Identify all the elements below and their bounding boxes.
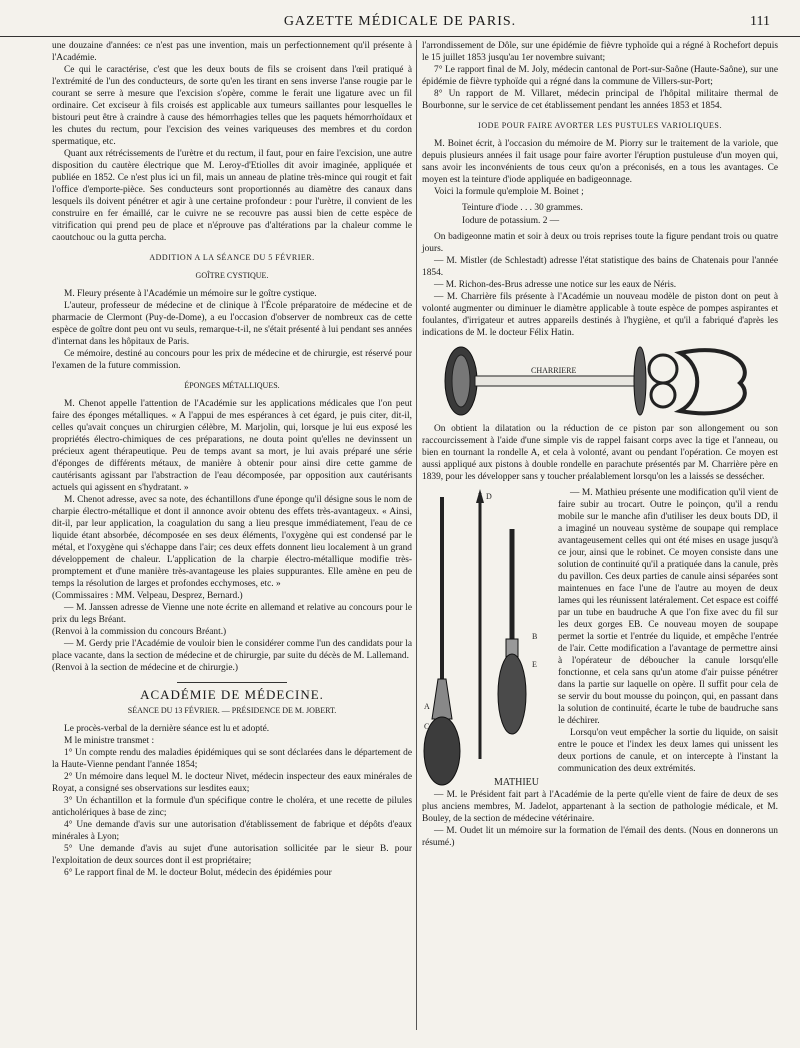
paragraph: — M. Oudet lit un mémoire sur la formation de l'émail des dents. (Nous en donnerons un résumé.) — [422, 826, 778, 848]
subsection-heading: GOÎTRE CYSTIQUE. — [195, 271, 269, 280]
letter-label: A — [424, 702, 430, 711]
page-header — [0, 8, 800, 37]
list-item: 2° Un mémoire dans lequel M. le docteur Nivet, médecin inspecteur des eaux minérales de Royat, a consigné ses observations sur lesdites eaux; — [52, 772, 412, 794]
paragraph: — M. Richon-des-Brus adresse une notice sur les eaux de Néris. — [434, 280, 677, 290]
paragraph: — M. Mistler (de Schlestadt) adresse l'état statistique des bains de Chatenais pour l'année 1854. — [422, 256, 778, 278]
trocart-illustration — [422, 489, 550, 789]
paragraph: — M. Gerdy prie l'Académie de vouloir bien le considérer comme l'un des candidats pour la place vacante, dans la section de médecine et de chirurgie, par suite du décès de M. Lallemand. — [52, 639, 412, 661]
section-heading: IODE POUR FAIRE AVORTER LES PUSTULES VARIOLIQUES. — [478, 121, 722, 130]
formula — [462, 202, 778, 227]
paragraph: — M. Janssen adresse de Vienne une note écrite en allemand et relative au concours pour le prix du legs Bréant. — [52, 603, 412, 625]
figure-label: MATHIEU — [494, 777, 539, 788]
paragraph: M. Fleury présente à l'Académie un mémoire sur le goître cystique. — [64, 289, 317, 299]
letter-label: B — [532, 632, 538, 641]
paragraph: (Renvoi à la section de médecine et de chirurgie.) — [52, 663, 238, 673]
paragraph: Lorsqu'on veut empêcher la sortie du liquide, on saisit entre le pouce et l'index les deux lames qui unissent les deux portions de canule, et on intercepte à l'instant la communication des deux extrémités. — [558, 728, 778, 774]
right-column — [422, 40, 778, 849]
letter-label: C — [424, 722, 430, 731]
formula-line: Iodure de potassium. 2 — — [462, 216, 560, 226]
list-item: 1° Un compte rendu des maladies épidémiques qui se sont déclarées dans le département de la Haute-Vienne pendant l'année 1854; — [52, 748, 412, 770]
page-number: 111 — [750, 14, 770, 29]
formula-line: Teinture d'iode . . . 30 grammes. — [462, 203, 583, 213]
journal-title: GAZETTE MÉDICALE DE PARIS. — [283, 14, 517, 29]
paragraph: Voici la formule qu'emploie M. Boinet ; — [434, 187, 584, 197]
paragraph: On badigeonne matin et soir à deux ou trois reprises toute la figure pendant trois ou quatre jours. — [422, 232, 778, 254]
letter-label: D — [486, 492, 492, 501]
list-item: 4° Une demande d'avis sur une autorisation d'établissement de fabrique et dépôts d'eaux minérales à Lyon; — [52, 820, 412, 842]
piston-illustration — [435, 339, 765, 423]
paragraph: — M. le Président fait part à l'Académie de la perte qu'elle vient de faire de deux de ses plus anciens membres, M. Jadelot, appartenant à la section de pathologie médicale, et M. Bouley, de la section de médecine vétérinaire. — [422, 790, 778, 824]
figure-label: CHARRIERE — [531, 366, 577, 375]
paragraph: M. Chenot adresse, avec sa note, des échantillons d'une éponge qu'il désigne sous le nom de charpie électro-métallique et dont il annonce avoir obtenu des effets très-avantageux. « Ainsi, dit-il, par leur application, la coagulation du sang a lieu presque immédiatement, l'eau de ce liquide étant absorbée, décomposée en ses deux éléments, l'oxygène qui est condensé par le métal, et l'oxygène qui s'échappe dans l'air; ces deux effets donnent lieu localement à un grand développement de chaleur. L'application de la charpie électro-métallique modifie très-promptement et d'une manière très-avantageuse les plaies suppurantes. Elle amène en peu de temps la résolution de larges et profondes ecchymoses, etc. » — [52, 495, 412, 589]
paragraph: L'auteur, professeur de médecine et de clinique à l'École préparatoire de médecine et de pharmacie de Clermont (Puy-de-Dome), a eu l'occasion d'observer de nombreux cas de cette espèce de goître dont peu ont vu seuls, remarque-t-il, ne s'était présenté à lui pendant ses années d'internat dans les hôpitaux de Paris. — [52, 301, 412, 347]
section-rule — [177, 682, 287, 683]
subsection-heading: ÉPONGES MÉTALLIQUES. — [184, 381, 280, 390]
paragraph: On obtient la dilatation ou la réduction de ce piston par son allongement ou son raccourcissement à l'aide d'une simple vis de rappel faisant corps avec la tige et l'anneau, ou bien en tournant la rondelle A, et cela à volonté, avant ou pendant l'opération. Ce moyen est aussi appliqué aux pistons à double rondelle en parachute présentés par M. Charrière père en 1839, pour les développer sans y toucher préalablement lorsqu'on les a laissés se dessécher. — [422, 424, 778, 482]
letter-label: E — [532, 660, 537, 669]
left-column — [52, 40, 412, 879]
paragraph: Ce mémoire, destiné au concours pour les prix de médecine et de chirurgie, est réservé pour l'examen de la future commission. — [52, 349, 412, 371]
paragraph: une douzaine d'années: ce n'est pas une invention, mais un perfectionnement qu'il présente à l'Académie. — [52, 41, 412, 63]
section-heading: ADDITION A LA SÉANCE DU 5 FÉVRIER. — [149, 253, 315, 262]
list-item: 5° Une demande d'avis au sujet d'une autorisation sollicitée par le sieur B. pour l'exploitation de deux sources dont il est propriétaire; — [52, 844, 412, 866]
session-heading: SÉANCE DU 13 FÉVRIER. — PRÉSIDENCE DE M. JOBERT. — [127, 706, 337, 715]
paragraph: Le procès-verbal de la dernière séance est lu et adopté. — [64, 724, 270, 734]
paragraph: M. Chenot appelle l'attention de l'Académie sur les applications médicales que l'on peut faire des éponges métalliques. « A l'appui de mes espérances à cet égard, je puis citer, dit-il, celles qu'avait conçues un chirurgien célèbre, M. Marjolin, qui, lorsque je lui eus exposé les propriétés électro-chimiques de ces préparations, ne douta point qu'elles ne devinssent un précieux agent thérapeutique. Peu de temps avant sa mort, je lui avais préparé une série d'éponges de différents métaux, de manière à obtenir pour ainsi dire cette gamme de cautérisants agissant par l'abstraction de l'eau décomposée, par opposition aux cautérisants actuels qui agissent en s'hydratant. » — [52, 399, 412, 493]
paragraph: M le ministre transmet : — [64, 736, 155, 746]
paragraph: Ce qui le caractérise, c'est que les deux bouts de fils se croisent dans l'œil pratiqué à l'extrémité de l'un des conducteurs, de sorte qu'en les tirant en sens inverse l'anse rougie par le courant se serre à mesure que l'excision s'opère, comme le ferait une ligature avec un fil ordinaire. Cet exciseur à fils croisés est applicable aux tumeurs saillantes pour lesquelles le bistouri peut être à craindre à cause des hémorrhagies telles que les paquets hémorrhoïdaux et les chutes du rectum, pour l'excision des veines variqueuses des membres et du cordon spermatique, etc. — [52, 65, 412, 147]
paragraph: — M. Charrière fils présente à l'Académie un nouveau modèle de piston dont on peut à volonté augmenter ou diminuer le diamètre applicable à toute espèce de pompes aspirantes et foulantes, d'irrigateur et autres appareils destinés à l'hygiène, et qu'il a fabriqué d'après les indications de M. le docteur Félix Hatin. — [422, 292, 778, 338]
list-item: 3° Un échantillon et la formule d'un spécifique contre le choléra, et une recette de pilules anticholériques à base de zinc; — [52, 796, 412, 818]
list-item: 8° Un rapport de M. Villaret, médecin principal de l'hôpital militaire thermal de Bourbonne, sur le service de cet établissement pendant les années 1853 et 1854. — [422, 89, 778, 111]
paragraph: (Commissaires : MM. Velpeau, Desprez, Bernard.) — [52, 591, 243, 601]
section-title: ACADÉMIE DE MÉDECINE. — [140, 687, 324, 702]
paragraph: (Renvoi à la commission du concours Bréant.) — [52, 627, 227, 637]
paragraph: l'arrondissement de Dôle, sur une épidémie de fièvre typhoïde qui a régné à Rochefort depuis le 15 juillet 1853 jusqu'au 1er novembre suivant; — [422, 41, 778, 63]
list-item: 7° Le rapport final de M. Joly, médecin cantonal de Port-sur-Saône (Haute-Saône), sur une épidémie de fièvre typhoïde qui a régné dans la commune de Villers-sur-Port; — [422, 65, 778, 87]
list-item: 6° Le rapport final de M. le docteur Bolut, médecin des épidémies pour — [64, 868, 332, 878]
column-divider — [416, 40, 417, 1030]
paragraph: — M. Mathieu présente une modification qu'il vient de faire subir au trocart. Outre le poinçon, qu'il a rendu mobile sur le manche afin d'utiliser les deux bouts DD, il a imaginé un nouveau système de soupape qui remplace avantageusement celles qui ont été mises en usage jusqu'à ce jour, ainsi que le robinet. Ce moyen consiste dans une solution de continuité qu'il a pratiquée dans la canule, près du pavillon. Ces deux parties de canule ainsi séparées sont maintenues en face l'une de l'autre au moyen de deux lames qui les réunissent latéralement. Cet espace est coiffé par un tube en baudruche A que l'on fixe avec du fil sur les deux gorges EB. Ce nouveau moyen de soupape permet la sortie et l'entrée du liquide, et empêche l'entrée de l'air. Cette modification a l'avantage de permettre ainsi à l'opérateur de déboucher la canule lorsqu'elle fonctionne, et cela sans qu'un atome d'air puisse pénétrer dans la partie sur laquelle on opère. Il suffit pour cela de se servir du bout mousse du poinçon, qui, en passant dans la solution de continuité, écarte le tube de baudruche sans le déchirer. — [558, 488, 778, 726]
paragraph: Quant aux rétrécissements de l'urètre et du rectum, il faut, pour en faire l'excision, une autre disposition du cautère électrique que M. Leroy-d'Etiolles dit avoir imaginée, appliquée et publiée en 1852. Ce n'est plus ici un fil, mais un anneau de platine très-mince qui rougit et fait l'office d'emporte-pièce. Ses conducteurs sont proportionnés au diamètre des canaux dans lesquels ils doivent pénétrer et agir à une certaine profondeur : pour l'urètre, il convient de les construire en fer émaillé, car le cuivre ne se recouvre pas aussi bien de cette espèce de vitrification qui prend peu de place et n'éprouve pas d'altérations par la chaleur comme le caoutchouc ou la gutta percha. — [52, 149, 412, 243]
paragraph: M. Boinet écrit, à l'occasion du mémoire de M. Piorry sur le traitement de la variole, que depuis plusieurs années il fait usage pour faire avorter l'éruption pustuleuse d'un moyen qui, sans avoir les inconvénients de tous ceux qu'on a préconisés, en a tous les avantages. Ce moyen est la teinture d'iode appliquée en badigeonnage. — [422, 139, 778, 185]
